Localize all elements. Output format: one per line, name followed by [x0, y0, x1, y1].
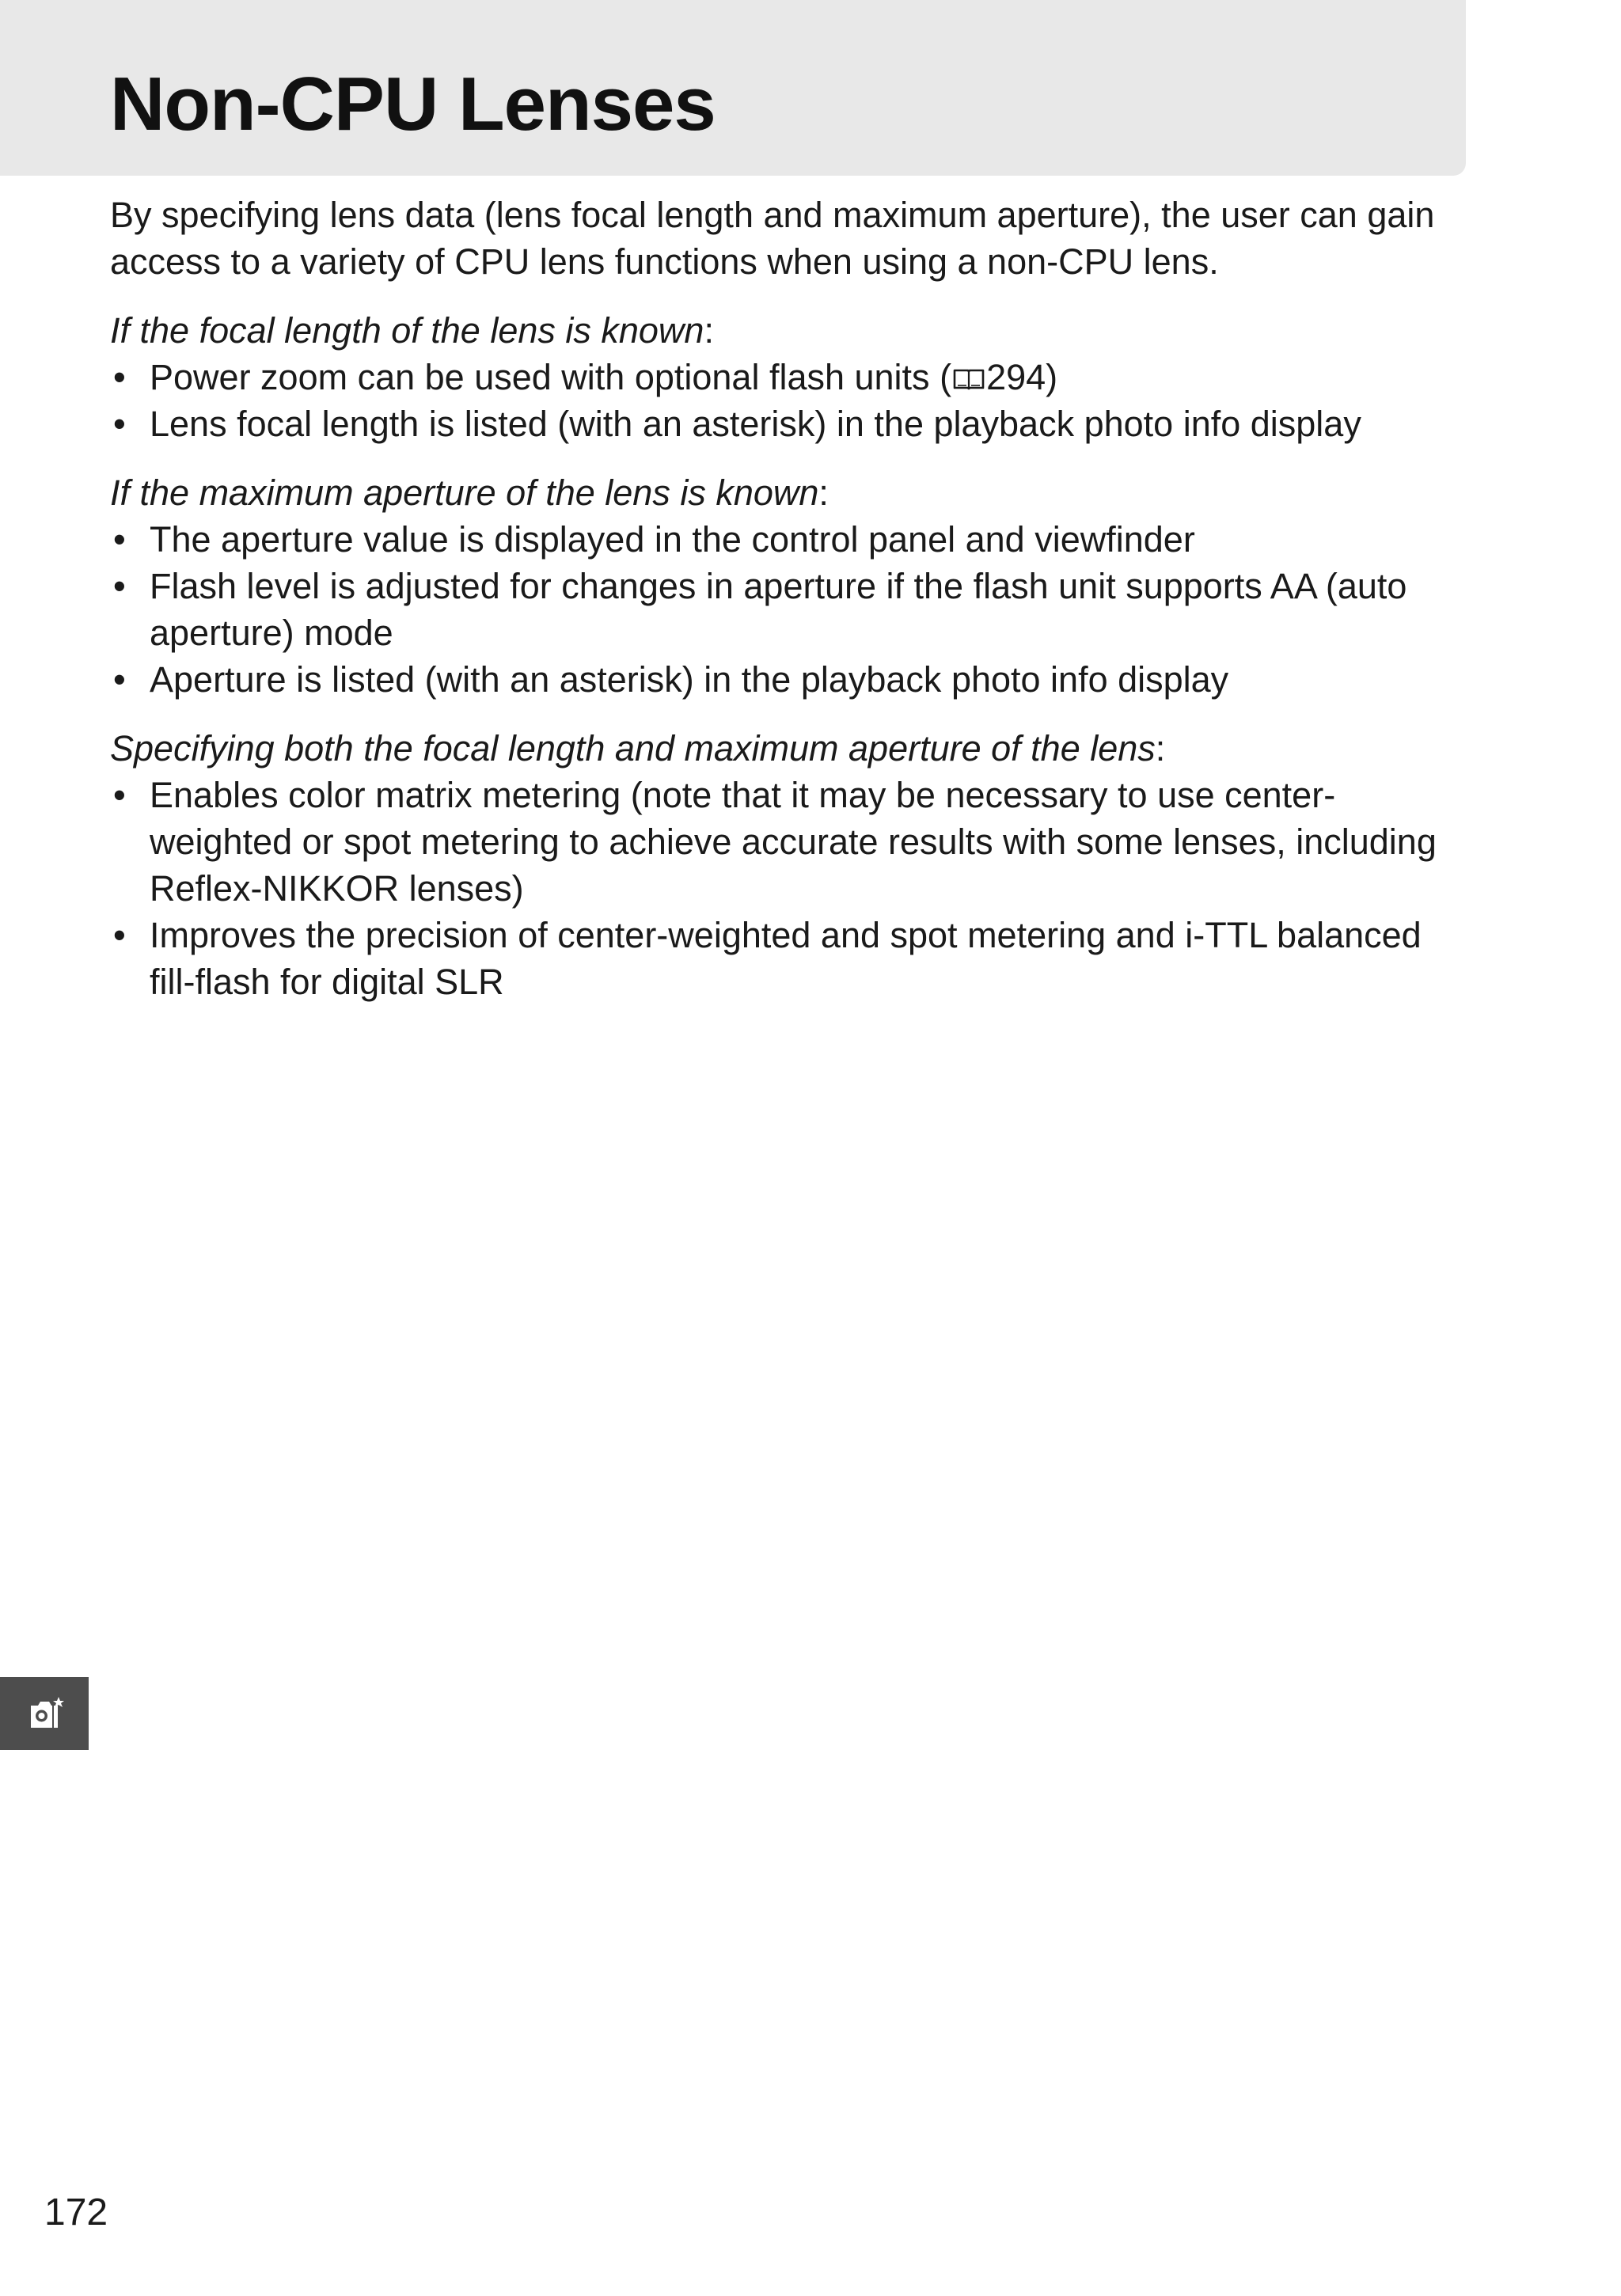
section-heading	[110, 469, 1471, 516]
list-item	[110, 563, 1471, 656]
section-heading-text: If the maximum aperture of the lens is known	[110, 472, 819, 513]
list-item-text: Lens focal length is listed (with an asterisk) in the playback photo info display	[150, 404, 1361, 444]
bullet-dot: •	[113, 659, 126, 700]
book-icon	[953, 367, 985, 391]
section-heading	[110, 725, 1471, 772]
bullet-list	[110, 516, 1471, 703]
list-item-text-end: )	[1046, 357, 1058, 397]
list-item-text: Aperture is listed (with an asterisk) in the playback photo info display	[150, 659, 1229, 700]
page-content	[110, 192, 1471, 1027]
list-item-text: Enables color matrix metering (note that it may be necessary to use center-weighted or spot metering to achieve accurate results with some lenses, including Reflex-NIKKOR lenses)	[150, 775, 1437, 909]
bullet-list	[110, 354, 1471, 447]
bullet-dot: •	[113, 775, 126, 815]
list-item-text: The aperture value is displayed in the control panel and viewfinder	[150, 519, 1195, 560]
section-heading-colon: :	[818, 472, 829, 513]
list-item	[110, 516, 1471, 563]
section-tab[interactable]	[0, 1677, 89, 1750]
list-item-text: Improves the precision of center-weighted and spot metering and i-TTL balanced fill-flash for digital SLR	[150, 915, 1422, 1002]
list-item-text: Flash level is adjusted for changes in aperture if the flash unit supports AA (auto aperture) mode	[150, 566, 1407, 653]
section-heading-colon: :	[704, 310, 714, 351]
list-item	[110, 400, 1471, 447]
list-item	[110, 656, 1471, 703]
bullet-dot: •	[113, 566, 126, 606]
page-title: Non-CPU Lenses	[110, 62, 716, 146]
list-item	[110, 772, 1471, 912]
bullet-dot: •	[113, 519, 126, 560]
section-heading	[110, 307, 1471, 354]
section-heading-colon: :	[1155, 728, 1166, 768]
camera-settings-icon	[28, 1696, 65, 1731]
page-reference[interactable]: 294	[986, 357, 1046, 397]
section-heading-text: Specifying both the focal length and maximum aperture of the lens	[110, 728, 1156, 768]
section-heading-text: If the focal length of the lens is known	[110, 310, 704, 351]
intro-paragraph: By specifying lens data (lens focal length and maximum aperture), the user can gain access to a variety of CPU lens functions when using a non-CPU lens.	[110, 195, 1435, 282]
list-item	[110, 354, 1471, 400]
list-item	[110, 912, 1471, 1005]
list-item-text: Power zoom can be used with optional flash units (	[150, 357, 952, 397]
bullet-list	[110, 772, 1471, 1005]
bullet-dot: •	[113, 915, 126, 955]
bullet-dot: •	[113, 404, 126, 444]
bullet-dot: •	[113, 357, 126, 397]
page-number: 172	[44, 2192, 108, 2233]
